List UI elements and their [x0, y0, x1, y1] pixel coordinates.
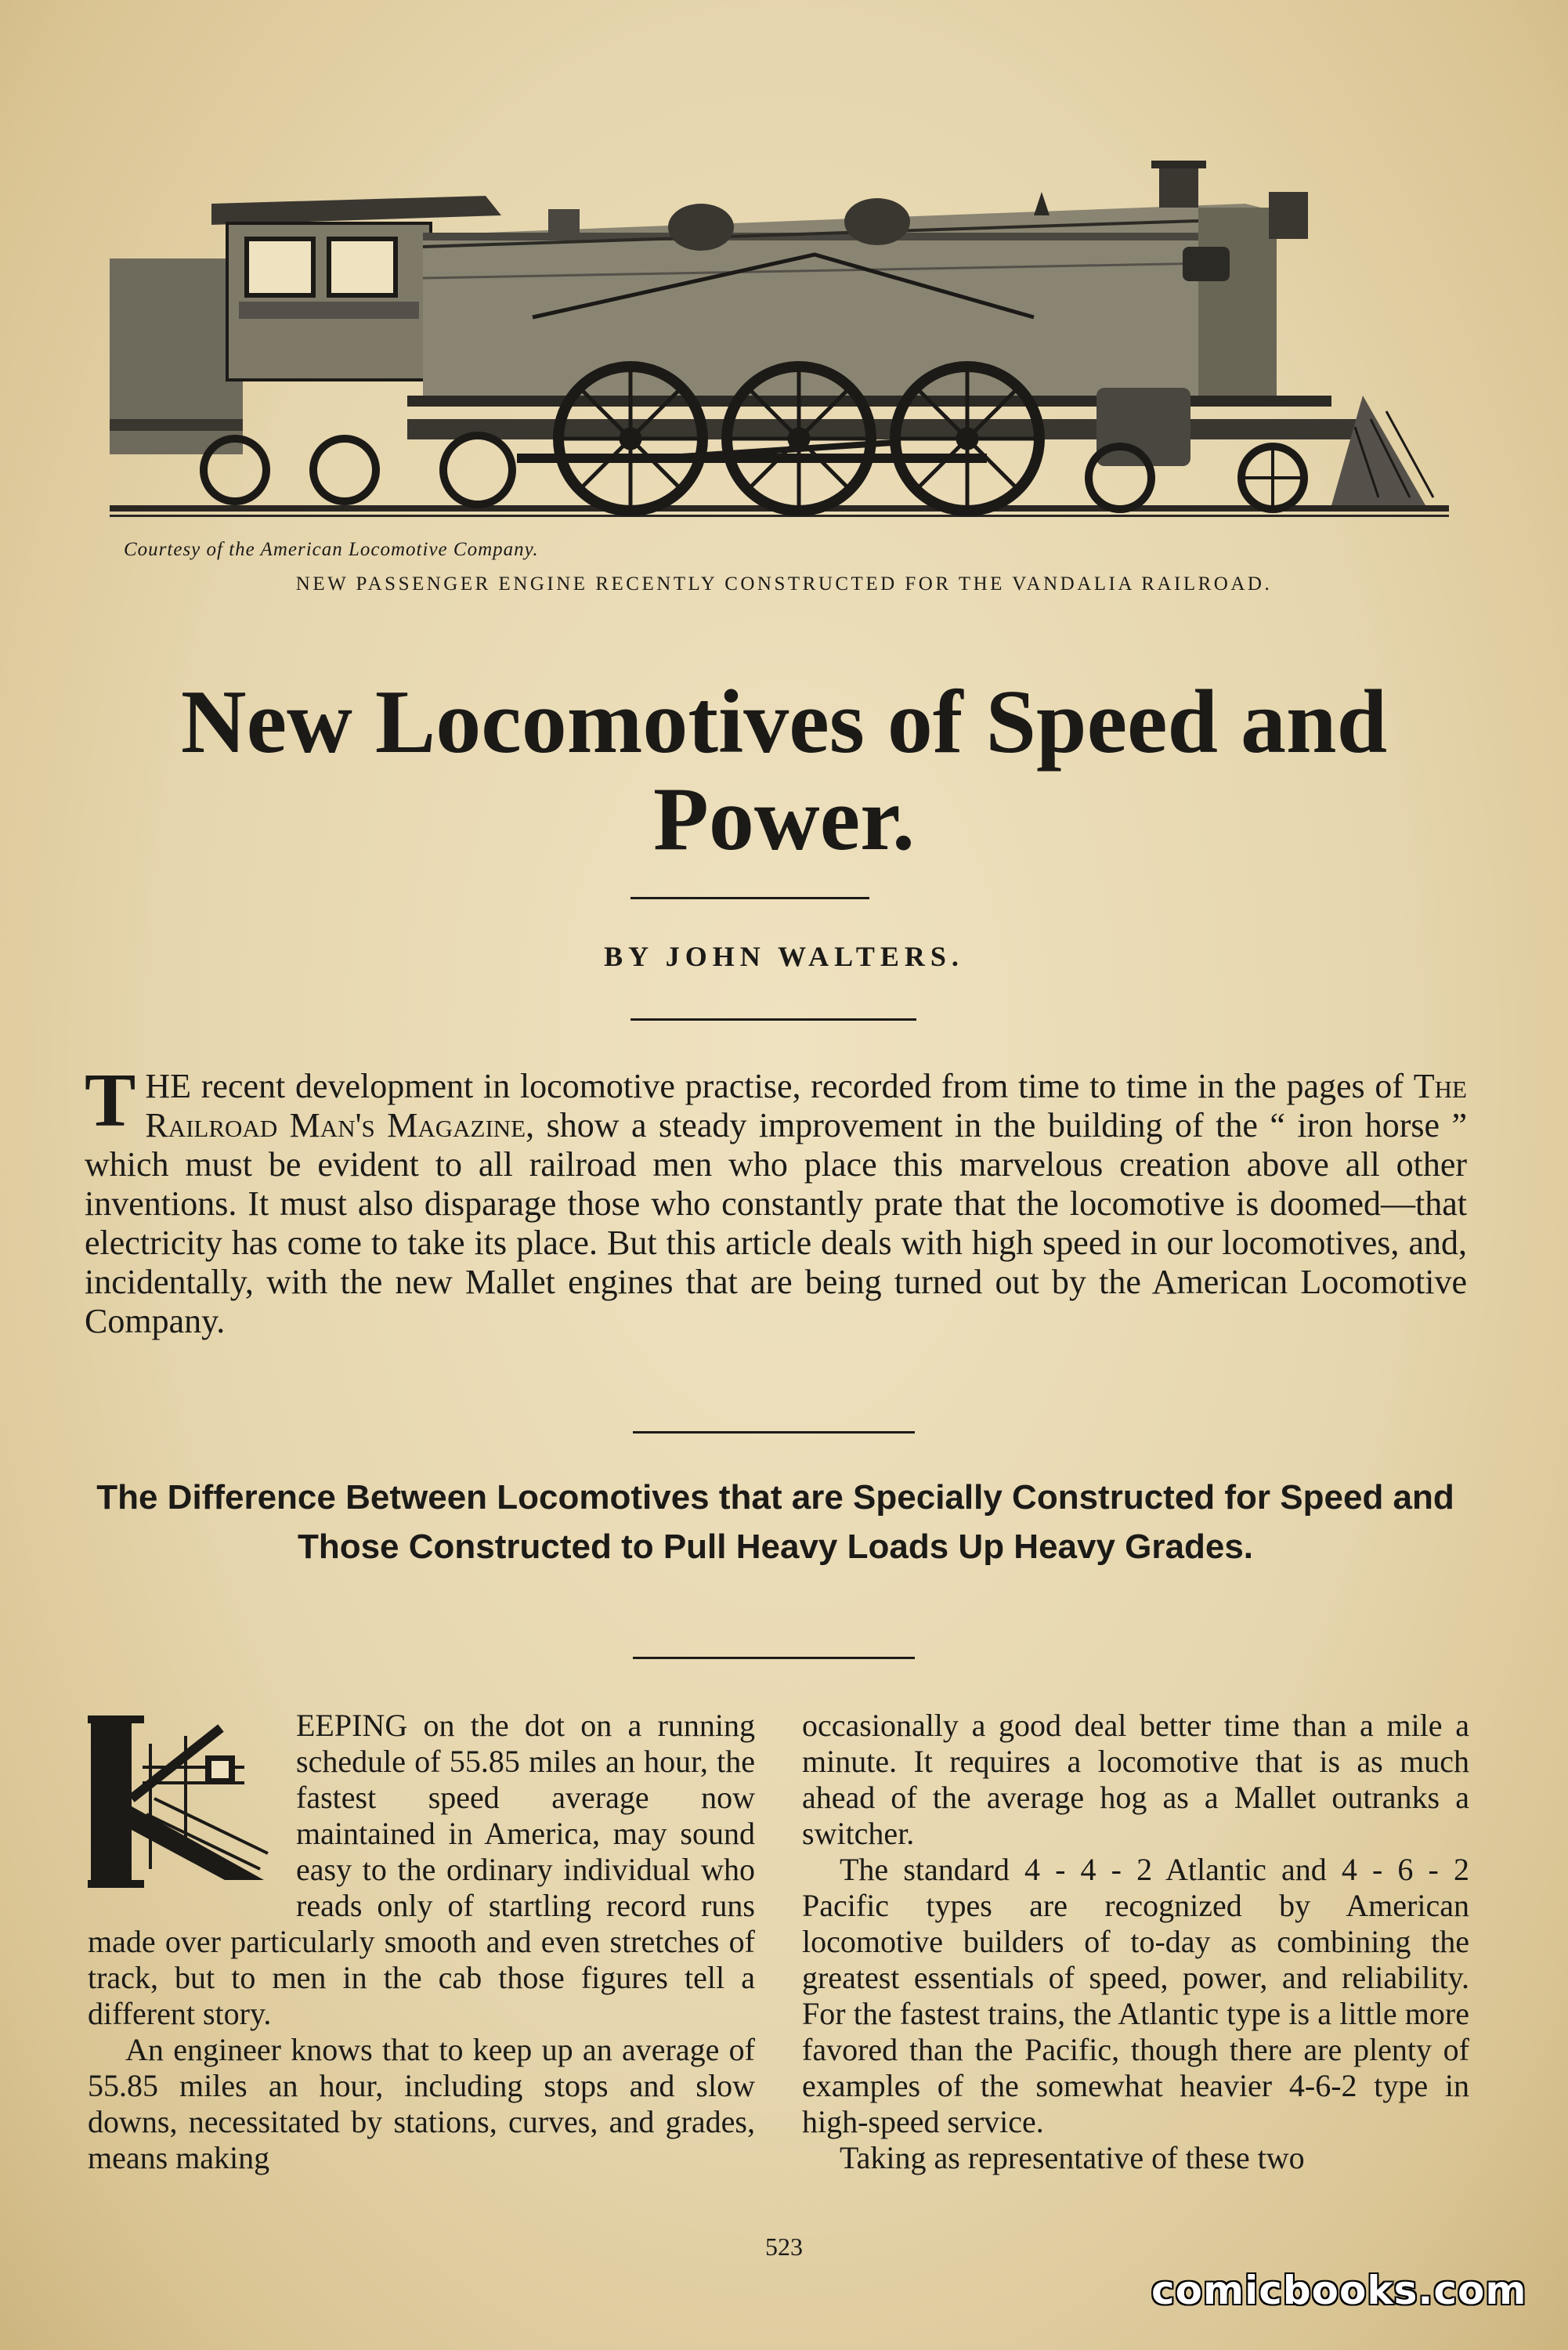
magazine-name: The Railroad Man's Magazine, — [145, 1067, 1467, 1144]
divider-rule — [630, 897, 869, 899]
illustration-caption: NEW PASSENGER ENGINE RECENTLY CONSTRUCTED FOR THE VANDALIA RAILROAD. — [295, 573, 1273, 595]
intro-paragraph — [85, 1058, 1467, 1341]
drop-cap-t: T — [85, 1058, 136, 1143]
body-paragraph: The standard 4 - 4 - 2 Atlantic and 4 - 6 - 2 Pacific types are recognized by American locomotive builders of to-day as combining the greatest essentials of speed, power, and reliability. For the fastest trains, the Atlantic type is a little more favored than the Pacific, though there are plenty of examples of the somewhat heavier 4-6-2 type in high-speed service. — [802, 1852, 1469, 2139]
divider-rule — [633, 1657, 915, 1659]
section-subheading: The Difference Between Locomotives that are Specially Constructed for Speed and Those Constructed to Pull Heavy Loads Up Heavy Grades. — [96, 1478, 1454, 1566]
article-byline: BY JOHN WALTERS. — [604, 941, 964, 972]
illustration-credit: Courtesy of the American Locomotive Company. — [124, 539, 539, 560]
divider-rule — [630, 1018, 916, 1021]
body-column-right — [802, 1708, 1469, 2176]
article-title: New Locomotives of Speed and Power. — [180, 672, 1388, 870]
locomotive-illustration — [110, 161, 1449, 537]
body-paragraph: An engineer knows that to keep up an average of 55.85 miles an hour, including stops and slow downs, necessitated by stations, curves, and grades, means making — [88, 2032, 755, 2175]
divider-rule — [633, 1431, 915, 1434]
body-paragraph: EEPING on the dot on a running schedule of 55.85 miles an hour, the fastest speed average now maintained in America, may sound easy to the ordinary individual who reads only of startling record runs made over particularly smooth and even stretches of track, but to men in the cab those figures tell a different story. — [88, 1708, 755, 2031]
intro-text-part1: HE recent development in locomotive practise, recorded from time to time in the pages of — [145, 1067, 1414, 1105]
body-paragraph: Taking as representative of these two — [840, 2140, 1305, 2175]
watermark-logo: comicbooks.com — [1151, 2268, 1527, 2313]
body-column-left — [88, 1708, 755, 2176]
ornamental-drop-cap-k — [88, 1712, 284, 1889]
intro-text-part2: show a steady improvement in the building of the “ iron horse ” which must be evident to all railroad men who place this marvelous creation above all other inventions. It must also disparage those who constantly prate that the locomotive is doomed—that electricity has come to take its place. But this article deals with high speed in our locomotives, and, incidentally, with the new Mallet engines that are being turned out by the American Locomotive Company. — [85, 1106, 1467, 1340]
body-paragraph: occasionally a good deal better time than a mile a minute. It requires a locomotive that is as much ahead of the average hog as a Mallet outranks a switcher. — [802, 1708, 1469, 1851]
page-number: 523 — [765, 2232, 803, 2261]
